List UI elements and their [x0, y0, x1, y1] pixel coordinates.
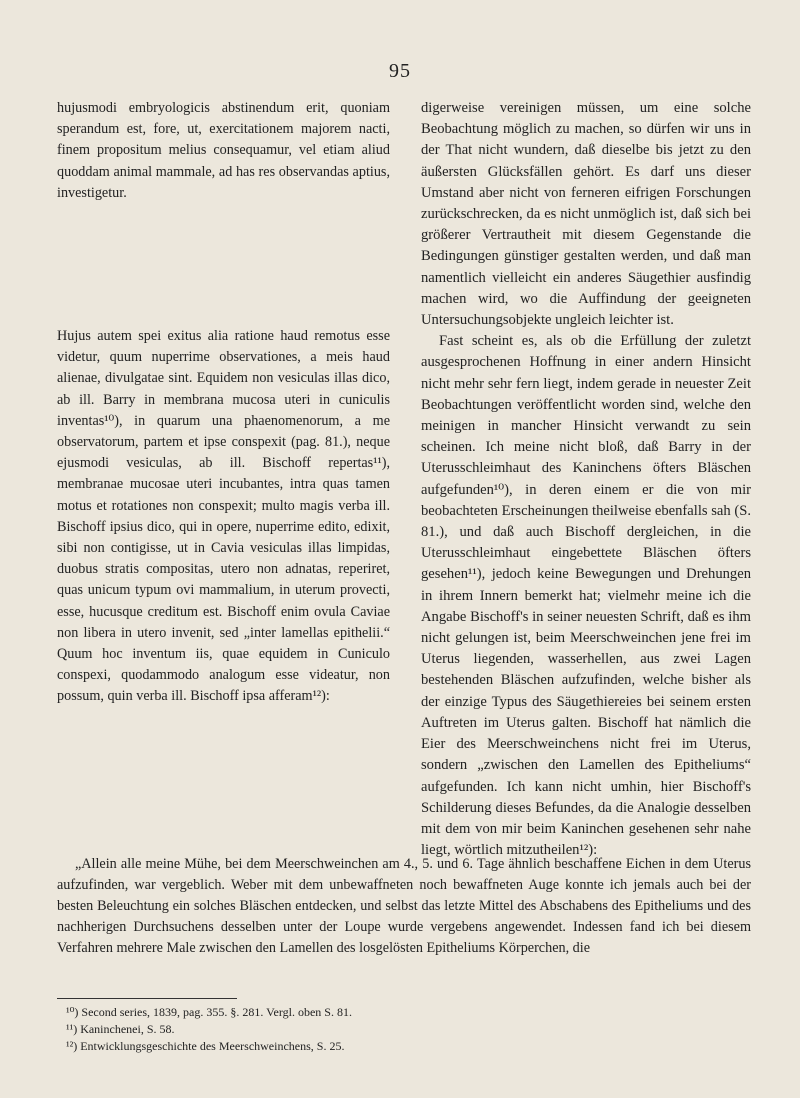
footnotes	[66, 1004, 746, 1055]
right-paragraph: digerweise vereinigen müssen, um eine solche Beobachtung möglich zu machen, so dürfen wir uns in der That nicht wundern, daß dieselbe bis jetzt zu den äußersten Glücksfällen gehört. Es darf uns dieser Umstand aber nicht von ferneren eifrigen Forschungen zurückschrecken, da es nicht unmöglich ist, daß sich bei größerer Vertrautheit mit diesem Gegenstande die Bedingungen günstiger gestalten werden, und daß man namentlich vielleicht ein anderes Säugethier ausfindig machen wird, wo die Auffindung der geeigneten Untersuchungsobjekte ungleich leichter ist.	[421, 100, 751, 329]
right-paragraph: Fast scheint es, als ob die Erfüllung der zuletzt ausgesprochenen Hoffnung in einer andern Hinsicht nicht mehr sehr fern liegt, indem gerade in neuester Zeit Beobachtungen veröffentlicht worden sind, welche den meinigen in mancher Hinsicht verwandt zu sein scheinen. Ich meine nicht bloß, daß Barry in der Uterusschleimhaut des Kaninchens öfters Bläschen aufgefunden¹⁰), in deren einem er die von mir beobachteten Erscheinungen theilweise ebenfalls sah (S. 81.), und daß auch Bischoff dergleichen, in die Uterusschleimhaut eingebettete Bläschen öfters gesehen¹¹), jedoch keine Bewegungen und Drehungen in ihrem Innern bemerkt hat; vielmehr meine ich die Angabe Bischoff's in seiner neuesten Schrift, daß es ihm nicht gelungen ist, beim Meerschweinchen jene frei im Uterus liegenden, wasserhellen, aus zwei Lagen bestehenden Bläschen aufzufinden, welche bisher als der einzige Typus des Säugethiereies bei seinem ersten Auftreten im Uterus galten. Bischoff hat nämlich die Eier des Meerschweinchens nicht frei im Uterus, sondern „zwischen den Lamellen des Epitheliums“ aufgefunden. Ich kann nicht umhin, hier Bischoff's Schilderung dieses Befundes, da die Analogie desselben mit dem von mir beim Kaninchen gesehenen sehr nahe liegt, wörtlich mitzutheilen¹²):	[421, 333, 751, 859]
footnote: ¹⁰) Second series, 1839, pag. 355. §. 281. Vergl. oben S. 81.	[66, 1005, 352, 1019]
full-width-quote: „Allein alle meine Mühe, bei dem Meerschweinchen am 4., 5. und 6. Tage ähnlich beschaffene Eichen in dem Uterus aufzufinden, war vergeblich. Weber mit dem unbewaffneten noch bewaffneten Auge konnte ich jemals auch bei der besten Beleuchtung ein solches Bläschen entdecken, und selbst das letzte Mittel des Abschabens des Epitheliums und des nachherigen Durchsuchens desselben unter der Loupe wurde vergebens angewendet. Indessen fand ich bei diesem Verfahren mehrere Male zwischen den Lamellen des losgelösten Epitheliums Körperchen, die	[57, 856, 751, 956]
right-column	[421, 98, 751, 861]
left-column	[57, 98, 390, 708]
page-number: 95	[389, 60, 411, 82]
left-paragraph: hujusmodi embryologicis abstinendum erit, quoniam sperandum est, fore, ut, exercitationem majorem nacti, finem propositum melius consequamur, vel etiam aliud quoddam animal mammale, ad has res observandas aptius, investigetur.	[57, 100, 390, 201]
footnote: ¹¹) Kaninchenei, S. 58.	[66, 1022, 175, 1036]
left-paragraph: Hujus autem spei exitus alia ratione haud remotus esse videtur, quum nuperrime observationes, a meis haud alienae, divulgatae sint. Equidem non vesiculas illas dico, ab ill. Barry in membrana mucosa uteri in cuniculis inventas¹⁰), in quarum una phaenomenorum, a me observatorum, partem et ipse conspexit (pag. 81.), neque ejusmodi vesiculas, ab ill. Bischoff repertas¹¹), membranae mucosae uteri incubantes, intra quas tamen motus et rotationes non conspexit; multo magis verba ill. Bischoff ipsius dico, qui in opere, nuperrime edito, edixit, sibi non contigisse, ut in Cavia vesiculas illas limpidas, duobus stratis compositas, utero non adnatas, reperiret, quas unicum typum ovi mammalium, in uterum provecti, esse, hucusque creditum est. Bischoff enim ovula Caviae non libera in utero invenit, sed „inter lamellas epithelii.“ Quum hoc inventum iis, quae equidem in Cuniculo conspexi, quodammodo analogum esse videatur, non possum, quin verba ill. Bischoff ipsa afferam¹²):	[57, 328, 390, 705]
footnote-rule	[57, 998, 237, 999]
footnote: ¹²) Entwicklungsgeschichte des Meerschweinchens, S. 25.	[66, 1039, 345, 1053]
